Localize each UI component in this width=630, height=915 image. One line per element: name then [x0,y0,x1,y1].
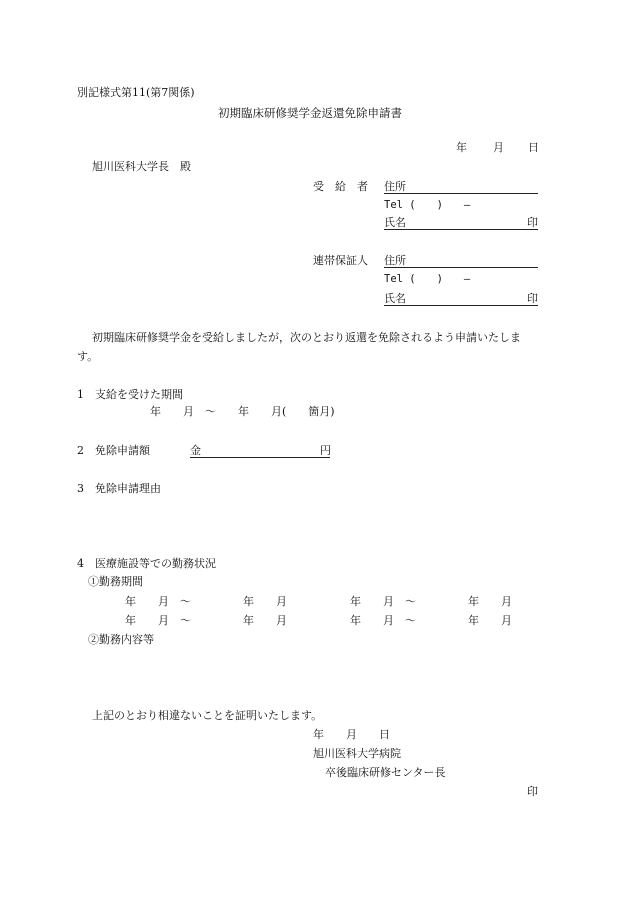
item4-row1-b1: 年 月 [243,595,287,608]
item4-row2-b1: 年 月 [243,614,287,627]
item1-label: 1 支給を受けた期間 [77,388,183,401]
item1-period: 年 月 ～ 年 月( 箇月) [150,405,335,418]
date-month: 月 [493,141,504,154]
guarantor-tel: Tel ( ) — [384,273,471,285]
recipient-label: 受 給 者 [313,180,368,193]
guarantor-address-label: 住所 [384,254,406,267]
item4-row1-a2: 年 月 ～ [350,595,416,608]
guarantor-seal: 印 [527,292,538,305]
recipient-name-line[interactable] [384,229,538,230]
certification-statement: 上記のとおり相違ないことを証明いたします。 [92,709,323,722]
body-line-1: 初期臨床研修奨学金を受給しましたが，次のとおり返還を免除されるよう申請いたしま [92,331,521,344]
certification-org2: 卒後臨床研修センター長 [325,766,446,779]
item3-label: 3 免除申請理由 [77,482,161,495]
certification-date: 年 月 日 [313,728,390,741]
guarantor-label: 連帯保証人 [313,254,368,267]
item4-row2-a2: 年 月 ～ [350,614,416,627]
item4-row1-b2: 年 月 [468,595,512,608]
body-line-2: す。 [77,350,99,363]
item4-row1-a1: 年 月 ～ [125,595,191,608]
document-title: 初期臨床研修奨学金返還免除申請書 [218,106,402,120]
recipient-address-label: 住所 [384,180,406,193]
recipient-seal: 印 [527,216,538,229]
guarantor-address-line[interactable] [384,267,538,268]
item4-sub2: ②勤務内容等 [88,633,154,646]
date-year: 年 [456,141,467,154]
item4-row2-b2: 年 月 [468,614,512,627]
recipient-address-line[interactable] [384,193,538,194]
item2-yen: 円 [320,444,331,457]
guarantor-name-label: 氏名 [384,292,406,305]
recipient-tel: Tel ( ) — [384,199,471,211]
certification-seal: 印 [527,785,538,798]
item2-label: 2 免除申請額 [77,444,150,457]
form-label: 別記様式第11(第7関係) [77,86,195,99]
item2-amount-line[interactable] [190,457,330,458]
recipient-name-label: 氏名 [384,216,406,229]
item2-kin: 金 [190,444,201,457]
item4-label: 4 医療施設等での勤務状況 [77,557,216,570]
item4-row2-a1: 年 月 ～ [125,614,191,627]
date-day: 日 [528,141,539,154]
item4-sub1: ①勤務期間 [88,575,143,588]
guarantor-name-line[interactable] [384,305,538,306]
addressee: 旭川医科大学長 殿 [92,160,191,173]
certification-org1: 旭川医科大学病院 [313,747,401,760]
